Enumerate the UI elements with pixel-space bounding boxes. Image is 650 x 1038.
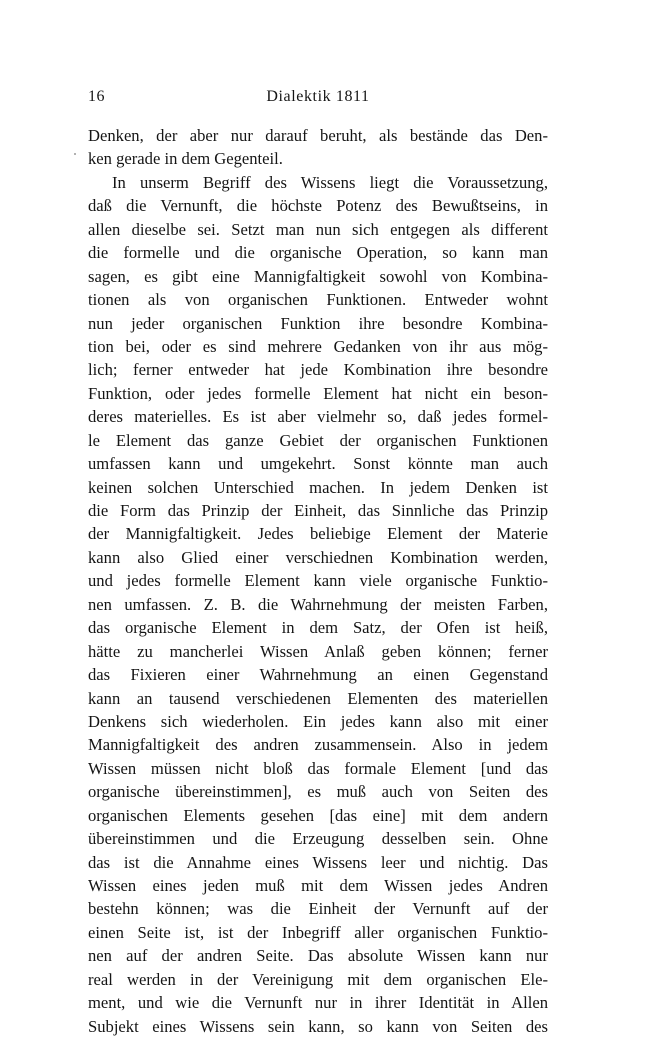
text-line: le Element das ganze Gebiet der organischen Funktionen: [88, 430, 548, 450]
text-line: Mannigfaltigkeit des andren zusammensein. Also in jedem: [88, 735, 548, 755]
text-line: kann an tausend verschiedenen Elementen des materiellen: [88, 688, 548, 708]
text-line: das ist die Annahme eines Wissens leer und nichtig. Das: [88, 852, 548, 872]
text-line: übereinstimmen und die Erzeugung desselben sein. Ohne: [88, 829, 548, 849]
text-line: hätte zu mancherlei Wissen Anlaß geben können; ferner: [88, 641, 548, 661]
text-line: tionen als von organischen Funktionen. Entweder wohnt: [88, 290, 548, 310]
text-line: das organische Element in dem Satz, der Ofen ist heiß,: [88, 618, 548, 638]
text-line: real werden in der Vereinigung mit dem organischen Ele-: [88, 969, 548, 989]
text-line: Funktion, oder jedes formelle Element hat nicht ein beson-: [88, 383, 548, 403]
text-line: ken gerade in dem Gegenteil.: [88, 149, 283, 169]
text-line: die Form das Prinzip der Einheit, das Sinnliche das Prinzip: [88, 501, 548, 520]
text-line: und jedes formelle Element kann viele organische Funktio-: [88, 571, 548, 591]
text-line: Denken, der aber nur darauf beruht, als bestände das Den-: [88, 126, 548, 145]
text-line: keinen solchen Unterschied machen. In jedem Denken ist: [88, 477, 548, 497]
text-line: tion bei, oder es sind mehrere Gedanken von ihr aus mög-: [88, 336, 548, 356]
text-line: bestehn können; was die Einheit der Vernunft auf der: [88, 899, 548, 919]
text-line: Denkens sich wiederholen. Ein jedes kann also mit einer: [88, 711, 548, 731]
text-line: allen dieselbe sei. Setzt man nun sich entgegen als different: [88, 219, 548, 239]
scan-speck: [74, 153, 76, 155]
text-line: sagen, es gibt eine Mannigfaltigkeit sowohl von Kombina-: [88, 266, 548, 286]
text-line: ment, und wie die Vernunft nur in ihrer Identität in Allen: [88, 993, 548, 1013]
text-line: nun jeder organischen Funktion ihre besondre Kombina-: [88, 313, 548, 333]
running-head: Dialektik 1811: [266, 88, 370, 105]
text-line: Subjekt eines Wissens sein kann, so kann von Seiten des: [88, 1016, 548, 1036]
text-line: Wissen müssen nicht bloß das formale Element [und das: [88, 758, 548, 778]
text-line: lich; ferner entweder hat jede Kombination ihre besondre: [88, 360, 548, 380]
text-line: die formelle und die organische Operation, so kann man: [88, 243, 548, 263]
text-line: nen umfassen. Z. B. die Wahrnehmung der meisten Farben,: [88, 594, 548, 614]
text-line: umfassen kann und umgekehrt. Sonst könnte man auch: [88, 454, 548, 474]
text-line: daß die Vernunft, die höchste Potenz des Bewußtseins, in: [88, 196, 548, 216]
text-line: kann also Glied einer verschiednen Kombination werden,: [88, 547, 548, 567]
text-line: organische übereinstimmen], es muß auch von Seiten des: [88, 782, 548, 802]
text-line: der Mannigfaltigkeit. Jedes beliebige Element der Materie: [88, 524, 548, 544]
body-text: [88, 124, 548, 1038]
text-line: das Fixieren einer Wahrnehmung an einen Gegenstand: [88, 665, 548, 685]
text-line: Wissen eines jeden muß mit dem Wissen jedes Andren: [88, 876, 548, 895]
text-line: deres materielles. Es ist aber vielmehr so, daß jedes formel-: [88, 407, 548, 427]
text-line: einen Seite ist, ist der Inbegriff aller organischen Funktio-: [88, 922, 548, 942]
text-line: In unserm Begriff des Wissens liegt die Voraussetzung,: [112, 172, 548, 192]
page-number: 16: [88, 88, 105, 105]
text-line: nen auf der andren Seite. Das absolute Wissen kann nur: [88, 946, 548, 966]
text-line: organischen Elements gesehen [das eine] mit dem andern: [88, 805, 548, 825]
page-header: [88, 88, 548, 110]
